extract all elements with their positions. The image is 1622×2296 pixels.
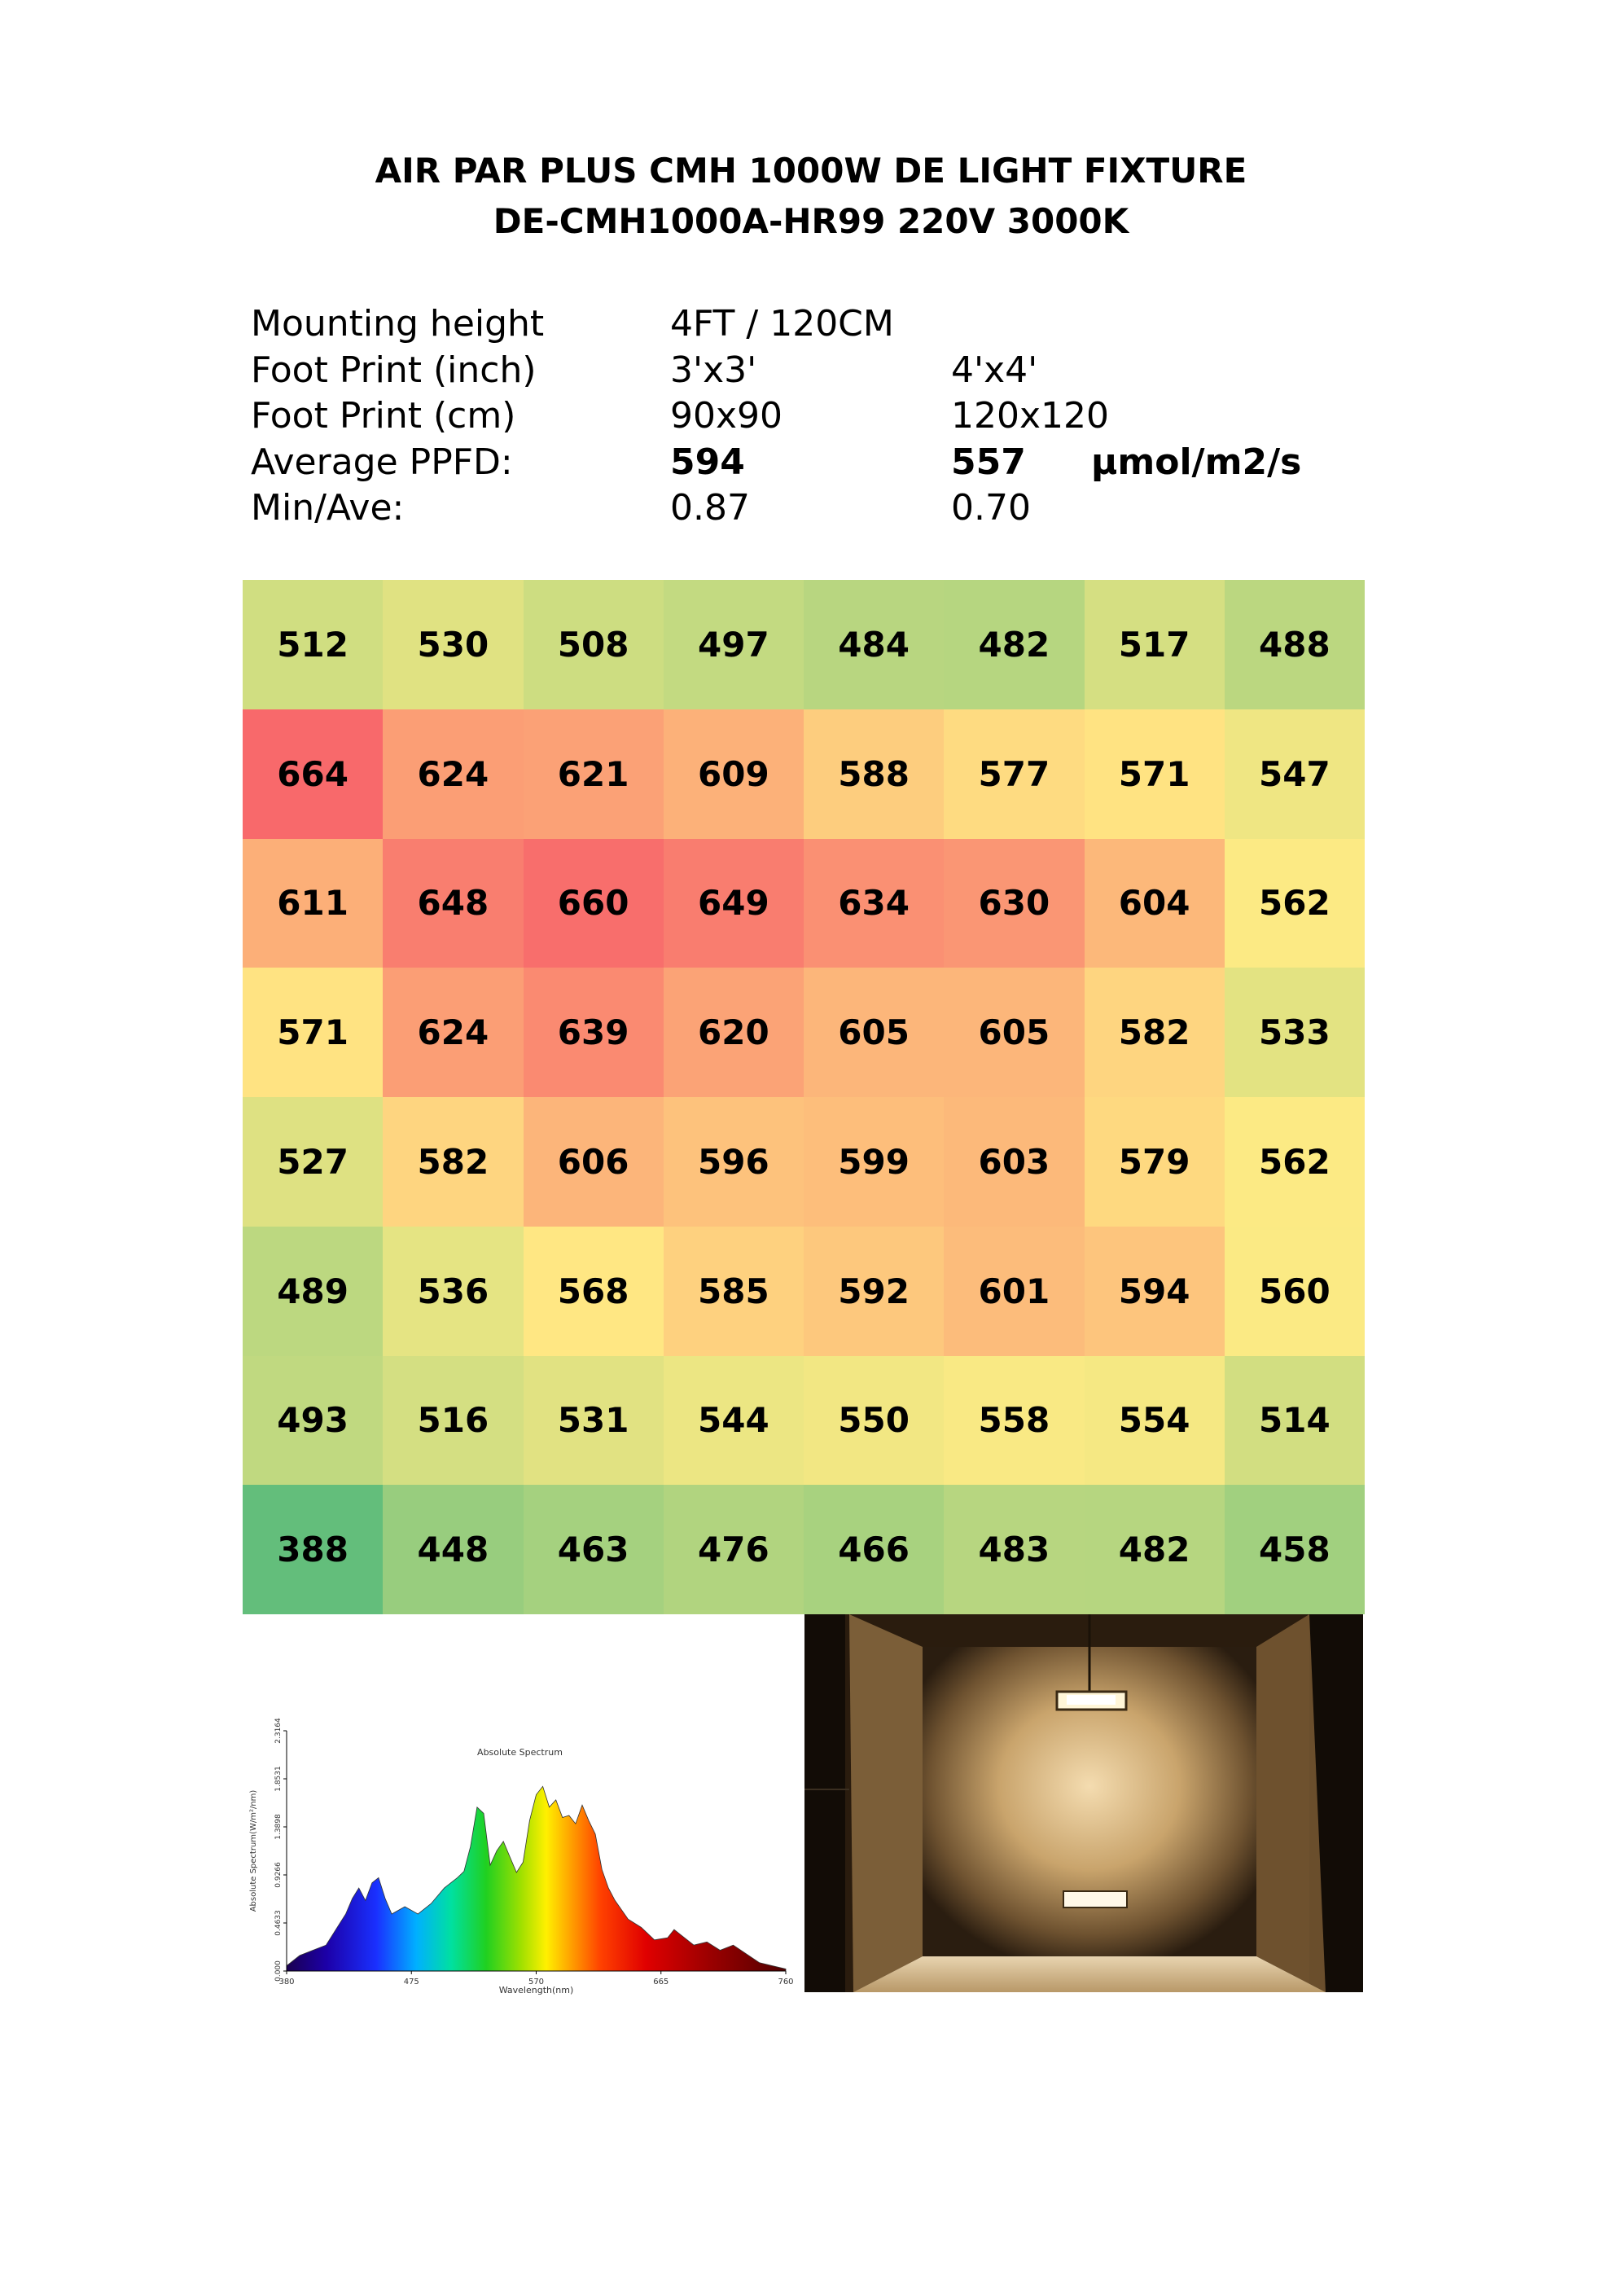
- light-lamp-glow: [1067, 1695, 1116, 1705]
- spectrum-title: Absolute Spectrum: [477, 1747, 563, 1758]
- heatmap-cell: 571: [1085, 709, 1225, 839]
- spec-value-small: 0.87: [670, 487, 750, 529]
- heatmap-cell: 579: [1085, 1097, 1225, 1227]
- heatmap-cell: 611: [243, 839, 383, 968]
- heatmap-cell: 527: [243, 1097, 383, 1227]
- heatmap-cell: 483: [944, 1485, 1084, 1614]
- heatmap-cell: 388: [243, 1485, 383, 1614]
- spectrum-x-tick-label: 760: [778, 1978, 794, 1987]
- spectrum-x-tick-label: 665: [653, 1978, 669, 1987]
- heatmap-cell: 476: [664, 1485, 804, 1614]
- heatmap-cell: 530: [383, 580, 523, 709]
- spectrum-x-tick-label: 380: [278, 1978, 295, 1987]
- heatmap-cell: 596: [664, 1097, 804, 1227]
- heatmap-cell: 601: [944, 1227, 1084, 1356]
- heatmap-cell: 482: [1085, 1485, 1225, 1614]
- heatmap-cell: 482: [944, 580, 1084, 709]
- heatmap-cell: 488: [1225, 580, 1365, 709]
- heatmap-cell: 536: [383, 1227, 523, 1356]
- tent-vent-panel: [1063, 1891, 1127, 1907]
- heatmap-cell: 508: [524, 580, 664, 709]
- heatmap-cell: 466: [804, 1485, 944, 1614]
- page-title-line-2: DE-CMH1000A-HR99 220V 3000K: [493, 201, 1129, 241]
- spec-unit: µmol/m2/s: [1091, 441, 1302, 483]
- heatmap-cell: 448: [383, 1485, 523, 1614]
- spectrum-y-tick-label: 2.3164: [274, 1718, 283, 1744]
- spec-label: Foot Print (cm): [251, 395, 516, 437]
- heatmap-cell: 562: [1225, 1097, 1365, 1227]
- heatmap-cell: 603: [944, 1097, 1084, 1227]
- spectrum-plot-area: [249, 1718, 794, 1995]
- spec-label: Min/Ave:: [251, 487, 405, 529]
- heatmap-cell: 609: [664, 709, 804, 839]
- spec-value: 4FT / 120CM: [670, 303, 894, 345]
- heatmap-cell: 554: [1085, 1356, 1225, 1486]
- heatmap-cell: 588: [804, 709, 944, 839]
- spec-value-large: 557: [951, 441, 1026, 483]
- heatmap-cell: 599: [804, 1097, 944, 1227]
- heatmap-cell: 664: [243, 709, 383, 839]
- heatmap-cell: 517: [1085, 580, 1225, 709]
- heatmap-cell: 649: [664, 839, 804, 968]
- heatmap-cell: 571: [243, 968, 383, 1097]
- heatmap-cell: 605: [944, 968, 1084, 1097]
- heatmap-cell: 531: [524, 1356, 664, 1486]
- spec-label: Foot Print (inch): [251, 349, 537, 391]
- heatmap-cell: 624: [383, 968, 523, 1097]
- heatmap-cell: 560: [1225, 1227, 1365, 1356]
- spec-value-small: 90x90: [670, 395, 783, 437]
- spec-value-large: 0.70: [951, 487, 1031, 529]
- tent-floor: [853, 1956, 1326, 1992]
- grow-tent-photo: [804, 1614, 1363, 1992]
- heatmap-cell: 604: [1085, 839, 1225, 968]
- spectrum-y-tick-label: 0.4633: [274, 1910, 283, 1936]
- heatmap-cell: 489: [243, 1227, 383, 1356]
- heatmap-cell: 484: [804, 580, 944, 709]
- heatmap-cell: 544: [664, 1356, 804, 1486]
- spectrum-x-tick-label: 570: [528, 1978, 545, 1987]
- heatmap-cell: 562: [1225, 839, 1365, 968]
- heatmap-cell: 660: [524, 839, 664, 968]
- spectrum-x-axis-label: Wavelength(nm): [498, 1985, 574, 1995]
- heatmap-cell: 624: [383, 709, 523, 839]
- spec-value-small: 3'x3': [670, 349, 757, 391]
- heatmap-cell: 605: [804, 968, 944, 1097]
- spectrum-y-tick-label: 1.3898: [274, 1814, 283, 1840]
- spectrum-y-tick-label: 0.000: [274, 1960, 283, 1982]
- heatmap-cell: 533: [1225, 968, 1365, 1097]
- heatmap-cell: 512: [243, 580, 383, 709]
- spectrum-area: [287, 1786, 786, 1971]
- heatmap-cell: 621: [524, 709, 664, 839]
- heatmap-cell: 592: [804, 1227, 944, 1356]
- heatmap-cell: 497: [664, 580, 804, 709]
- spectrum-y-tick-label: 1.8531: [274, 1766, 283, 1792]
- absolute-spectrum-chart: [244, 1706, 798, 2000]
- heatmap-cell: 516: [383, 1356, 523, 1486]
- heatmap-cell: 582: [383, 1097, 523, 1227]
- spectrum-x-tick-label: 475: [403, 1978, 419, 1987]
- ppfd-heatmap: [243, 580, 1365, 1614]
- spec-value-large: 120x120: [951, 395, 1110, 437]
- page-title-line-1: AIR PAR PLUS CMH 1000W DE LIGHT FIXTURE: [375, 151, 1247, 191]
- heatmap-cell: 582: [1085, 968, 1225, 1097]
- spec-label: Mounting height: [251, 303, 545, 345]
- heatmap-cell: 606: [524, 1097, 664, 1227]
- heatmap-cell: 463: [524, 1485, 664, 1614]
- heatmap-cell: 577: [944, 709, 1084, 839]
- heatmap-cell: 648: [383, 839, 523, 968]
- heatmap-cell: 547: [1225, 709, 1365, 839]
- heatmap-cell: 630: [944, 839, 1084, 968]
- heatmap-cell: 594: [1085, 1227, 1225, 1356]
- spec-label: Average PPFD:: [251, 441, 513, 483]
- heatmap-cell: 558: [944, 1356, 1084, 1486]
- spectrum-y-tick-label: 0.9266: [274, 1862, 283, 1888]
- heatmap-cell: 639: [524, 968, 664, 1097]
- heatmap-cell: 458: [1225, 1485, 1365, 1614]
- heatmap-cell: 493: [243, 1356, 383, 1486]
- heatmap-cell: 550: [804, 1356, 944, 1486]
- heatmap-cell: 568: [524, 1227, 664, 1356]
- spec-value-large: 4'x4': [951, 349, 1038, 391]
- spectrum-y-axis-label: Absolute Spectrum(W/m²/nm): [249, 1789, 258, 1912]
- spec-value-small: 594: [670, 441, 745, 483]
- heatmap-cell: 634: [804, 839, 944, 968]
- heatmap-cell: 620: [664, 968, 804, 1097]
- tent-left-wall: [849, 1614, 923, 1992]
- heatmap-cell: 585: [664, 1227, 804, 1356]
- heatmap-cell: 514: [1225, 1356, 1365, 1486]
